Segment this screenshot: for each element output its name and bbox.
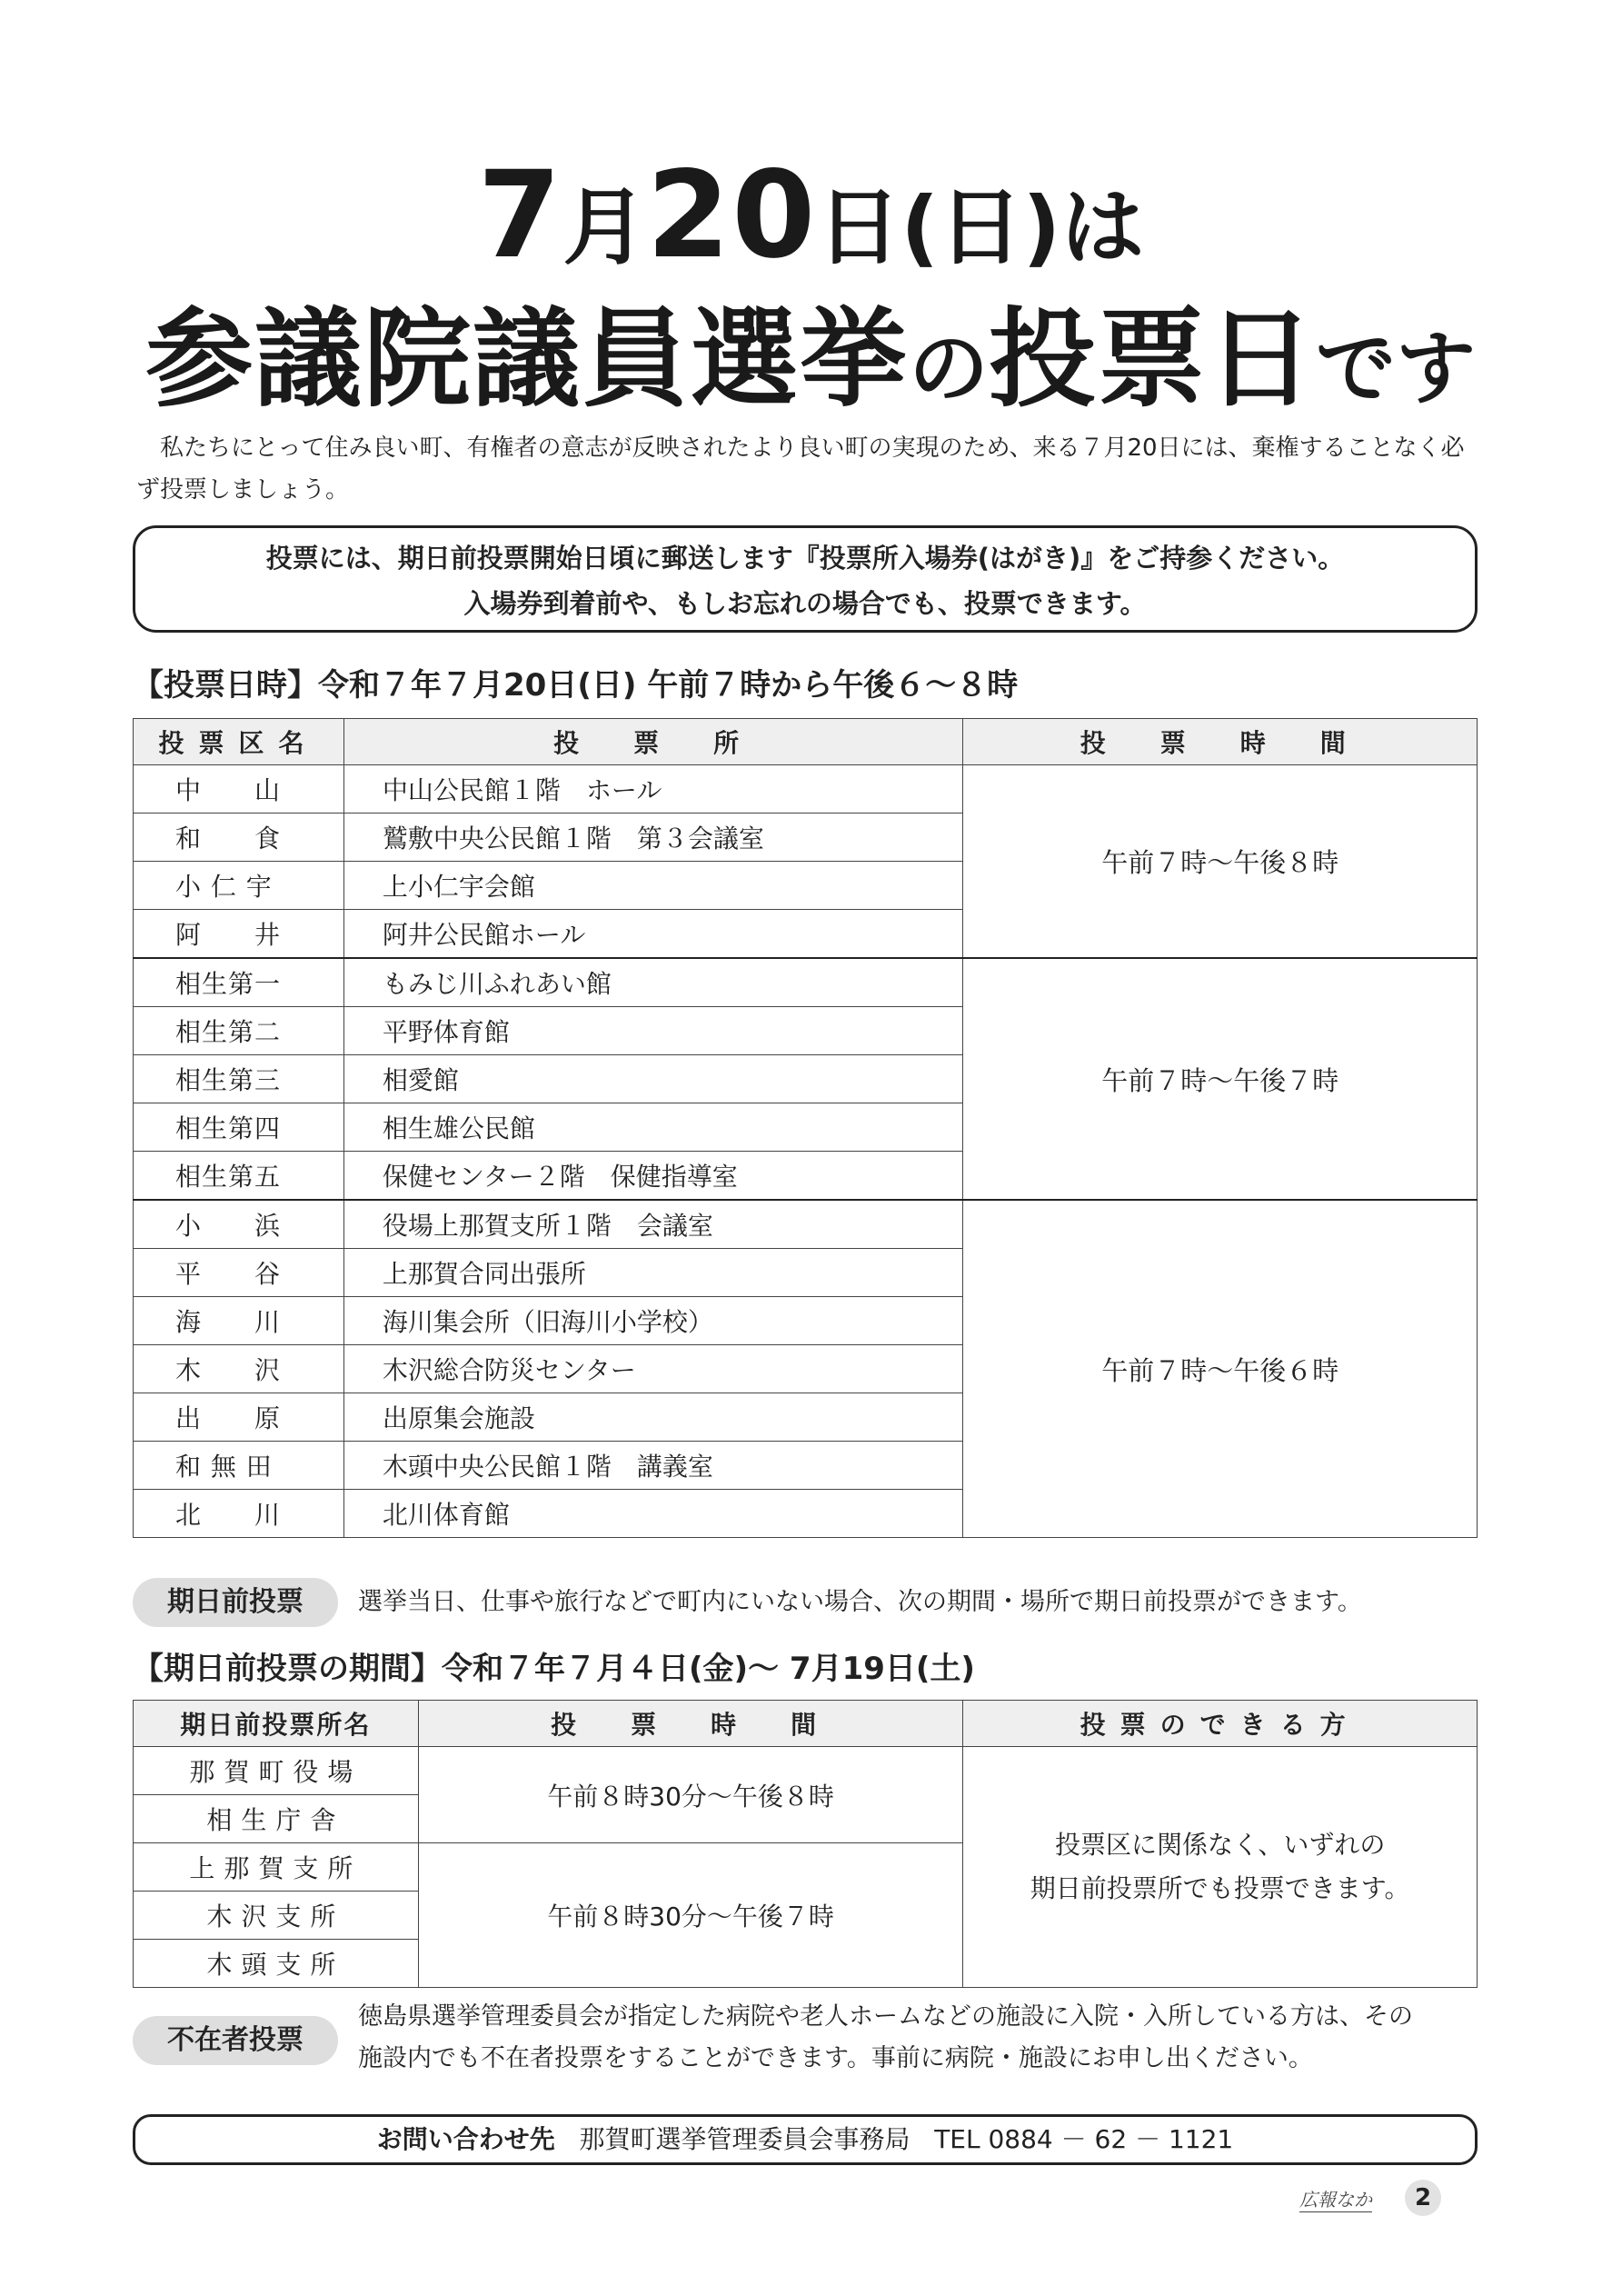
place-cell: 阿井公民館ホール (343, 910, 962, 959)
place-cell: 北川体育館 (343, 1490, 962, 1538)
eligible-line2: 期日前投票所でも投票できます。 (1030, 1873, 1410, 1903)
col-early-time: 投 票 時 間 (418, 1701, 963, 1747)
absentee-line2: 施設内でも不在者投票をすることができます。事前に病院・施設にお申し出ください。 (358, 2044, 1313, 2072)
place-cell: 木頭中央公民館１階 講義室 (343, 1442, 962, 1490)
headline-desu: です (1316, 322, 1477, 415)
eligible-cell (963, 1747, 1478, 1988)
district-cell: 小 浜 (134, 1200, 344, 1249)
time-cell: 午前７時～午後７時 (963, 958, 1478, 1200)
headline-month-unit: 月 (562, 179, 647, 276)
place-cell: 中山公民館１階 ホール (343, 765, 962, 814)
contact-office: 那賀町選挙管理委員会事務局 (579, 2124, 911, 2154)
absentee-line1: 徳島県選挙管理委員会が指定した病院や老人ホームなどの施設に入院・入所している方は、その (358, 2002, 1413, 2031)
contact-box (133, 2114, 1478, 2165)
place-cell: 相愛館 (343, 1055, 962, 1103)
col-early-place: 期日前投票所名 (134, 1701, 419, 1747)
place-cell: 鷲敷中央公民館１階 第３会議室 (343, 814, 962, 862)
headline-month: 7 (477, 145, 563, 285)
voting-day-heading: 【投票日時】令和７年７月20日(日) 午前７時から午後６～８時 (133, 667, 1019, 704)
district-cell: 和 無 田 (134, 1442, 344, 1490)
contact-tel: TEL 0884 － 62 － 1121 (934, 2124, 1234, 2154)
table-row (134, 1747, 1478, 1795)
place-cell: もみじ川ふれあい館 (343, 958, 962, 1007)
place-cell: 出原集会施設 (343, 1393, 962, 1442)
headline-election: 参議院議員選挙 (145, 296, 910, 422)
early-place-cell: 那賀町役場 (134, 1747, 419, 1795)
headline-no: の (909, 322, 990, 415)
place-cell: 海川集会所（旧海川小学校） (343, 1297, 962, 1345)
early-time-cell: 午前８時30分～午後８時 (418, 1747, 963, 1843)
early-voting-desc: 選挙当日、仕事や旅行などで町内にいない場合、次の期間・場所で期日前投票ができます。 (358, 1588, 1362, 1616)
place-cell: 上小仁宇会館 (343, 862, 962, 910)
headline-line2 (145, 273, 1477, 422)
district-cell: 海 川 (134, 1297, 344, 1345)
notice-line1: 投票には、期日前投票開始日頃に郵送します『投票所入場券(はがき)』をご持参ください。 (265, 543, 1345, 574)
headline-line1 (0, 145, 1622, 285)
headline-day-unit: 日 (817, 179, 901, 276)
time-cell: 午前７時～午後８時 (963, 765, 1478, 959)
district-cell: 中 山 (134, 765, 344, 814)
voting-day-table (133, 718, 1478, 1538)
district-cell: 相生第三 (134, 1055, 344, 1103)
time-cell: 午前７時～午後６時 (963, 1200, 1478, 1538)
eligible-line1: 投票区に関係なく、いずれの (1054, 1830, 1386, 1860)
absentee-text (358, 1996, 1413, 2080)
early-place-cell: 木頭支所 (134, 1940, 419, 1988)
early-voting-heading: 【期日前投票の期間】令和７年７月４日(金)～ 7月19日(土) (133, 1651, 975, 1687)
district-cell: 木 沢 (134, 1345, 344, 1393)
place-cell: 保健センター２階 保健指導室 (343, 1152, 962, 1201)
early-voting-label: 期日前投票 (133, 1578, 338, 1627)
place-cell: 木沢総合防災センター (343, 1345, 962, 1393)
col-time: 投 票 時 間 (963, 719, 1478, 765)
table-row (134, 1200, 1478, 1249)
headline-weekday: (日) (901, 179, 1061, 276)
table-row (134, 765, 1478, 814)
notice-line2: 入場券到着前や、もしお忘れの場合でも、投票できます。 (463, 588, 1147, 619)
district-cell: 平 谷 (134, 1249, 344, 1297)
district-cell: 北 川 (134, 1490, 344, 1538)
notice-box (133, 525, 1478, 633)
place-cell: 平野体育館 (343, 1007, 962, 1055)
intro-paragraph (136, 427, 1481, 511)
early-place-cell: 木沢支所 (134, 1892, 419, 1940)
place-cell: 役場上那賀支所１階 会議室 (343, 1200, 962, 1249)
district-cell: 出 原 (134, 1393, 344, 1442)
publication-name: 広報なか (1299, 2185, 1372, 2212)
headline-wa: は (1060, 179, 1145, 276)
contact-label: お問い合わせ先 (376, 2124, 555, 2154)
district-cell: 和 食 (134, 814, 344, 862)
headline-day: 20 (646, 145, 818, 285)
early-voting-table (133, 1700, 1478, 1988)
district-cell: 小 仁 宇 (134, 862, 344, 910)
place-cell: 上那賀合同出張所 (343, 1249, 962, 1297)
col-place: 投 票 所 (343, 719, 962, 765)
early-place-cell: 相生庁舎 (134, 1795, 419, 1843)
headline-voting-day: 投票日 (989, 296, 1317, 422)
col-eligible: 投票のできる方 (963, 1701, 1478, 1747)
table-row (134, 958, 1478, 1007)
district-cell: 相生第一 (134, 958, 344, 1007)
early-time-cell: 午前８時30分～午後７時 (418, 1843, 963, 1988)
district-cell: 阿 井 (134, 910, 344, 959)
district-cell: 相生第二 (134, 1007, 344, 1055)
district-cell: 相生第五 (134, 1152, 344, 1201)
intro-text: 私たちにとって住み良い町、有権者の意志が反映されたより良い町の実現のため、来る７月20日には、棄権することなく必ず投票しましょう。 (136, 434, 1465, 504)
page-number: 2 (1405, 2180, 1441, 2216)
place-cell: 相生雄公民館 (343, 1103, 962, 1152)
absentee-label: 不在者投票 (133, 2016, 338, 2065)
district-cell: 相生第四 (134, 1103, 344, 1152)
col-district: 投票区名 (134, 719, 344, 765)
early-place-cell: 上那賀支所 (134, 1843, 419, 1892)
